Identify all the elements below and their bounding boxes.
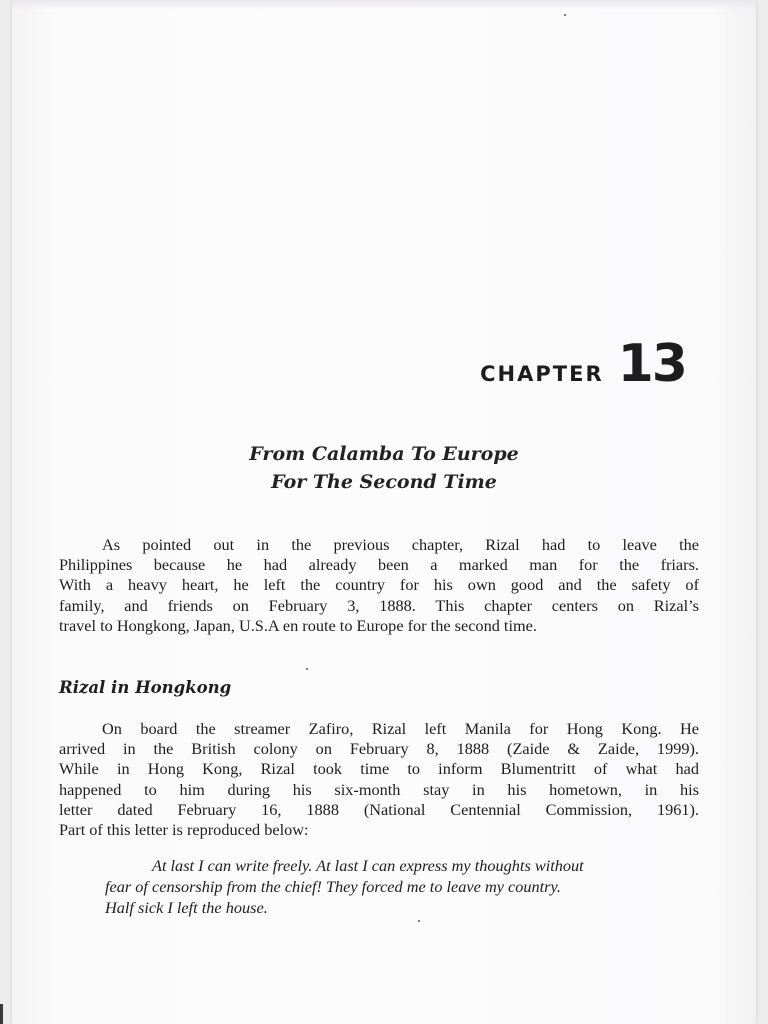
paragraph-line: With a heavy heart, he left the country for his own good and the safety of	[59, 575, 699, 595]
paragraph-line: Philippines because he had already been a marked man for the friars.	[59, 555, 699, 575]
quote-line: At last I can write freely. At last I can express my thoughts without	[152, 856, 584, 875]
paragraph-line: As pointed out in the previous chapter, Rizal had to leave the	[102, 535, 699, 554]
chapter-title-line-1: From Calamba To Europe	[249, 443, 519, 465]
chapter-title	[12, 440, 756, 496]
section-heading: Rizal in Hongkong	[59, 678, 232, 697]
hongkong-paragraph	[59, 719, 699, 840]
paragraph-line: happened to him during his six-month stay in his hometown, in his	[59, 779, 699, 799]
page-top-shadow	[12, 0, 756, 10]
intro-paragraph	[59, 535, 699, 636]
paragraph-line: family, and friends on February 3, 1888. This chapter centers on Rizal’s	[59, 595, 699, 615]
paper-speck	[418, 920, 420, 922]
paragraph-line: letter dated February 16, 1888 (National Centennial Commission, 1961).	[59, 799, 699, 819]
paragraph-line: On board the streamer Zafiro, Rizal left Manila for Hong Kong. He	[102, 719, 699, 738]
block-quote	[105, 855, 699, 918]
paragraph-line: travel to Hongkong, Japan, U.S.A en route to Europe for the second time.	[59, 615, 537, 635]
paragraph-line: While in Hong Kong, Rizal took time to inform Blumentritt of what had	[59, 759, 699, 779]
chapter-label: CHAPTER	[480, 362, 604, 386]
chapter-title-line-2: For The Second Time	[271, 471, 497, 493]
chapter-heading	[480, 334, 686, 394]
book-page	[12, 0, 756, 1024]
scan-edge-mark	[0, 1004, 3, 1024]
paper-speck	[564, 14, 566, 16]
quote-line: Half sick I left the house.	[105, 898, 268, 917]
chapter-number: 13	[617, 334, 686, 394]
paragraph-line: Part of this letter is reproduced below:	[59, 820, 309, 840]
paper-speck	[306, 668, 308, 670]
paragraph-line: arrived in the British colony on February 8, 1888 (Zaide & Zaide, 1999).	[59, 739, 699, 759]
quote-line: fear of censorship from the chief! They forced me to leave my country.	[105, 877, 561, 896]
